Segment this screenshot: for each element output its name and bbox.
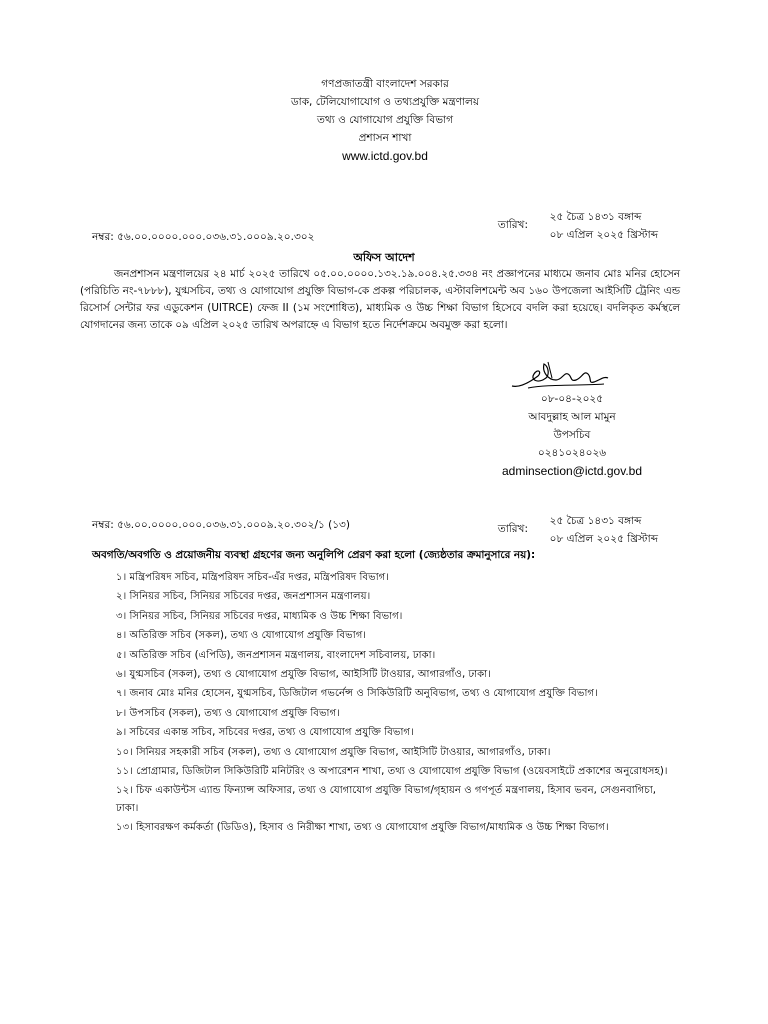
signatory-name: আবদুল্লাহ আল মামুন	[528, 411, 616, 423]
order-date-label: তারিখ:	[497, 219, 528, 231]
order-date	[497, 208, 658, 244]
list-item: ৬। যুগ্মসচিব (সকল), তথ্য ও যোগাযোগ প্রযুক্তি বিভাগ, আইসিটি টাওয়ার, আগারগাঁও, ঢাকা।	[116, 669, 491, 681]
division-name: তথ্য ও যোগাযোগ প্রযুক্তি বিভাগ	[317, 114, 453, 126]
signatory-designation: উপসচিব	[553, 429, 591, 441]
list-item: ৩। সিনিয়র সচিব, সিনিয়র সচিবের দপ্তর, মাধ্যমিক ও উচ্চ শিক্ষা বিভাগ।	[116, 610, 403, 622]
letterhead	[220, 75, 550, 165]
distribution-date-label: তারিখ:	[497, 523, 528, 535]
distribution-date	[497, 512, 658, 548]
website-link[interactable]: www.ictd.gov.bd	[342, 149, 428, 163]
distribution-heading: অবগতি/অবগতি ও প্রয়োজনীয় ব্যবস্থা গ্রহণের জন্য অনুলিপি প্রেরণ করা হলো (জ্যেষ্ঠতার ক্রমানুসারে নয়):	[92, 549, 536, 561]
signature-image	[508, 358, 618, 394]
list-item: ৮। উপসচিব (সকল), তথ্য ও যোগাযোগ প্রযুক্তি বিভাগ।	[116, 707, 340, 719]
signatory-phone: ০২৪১০২৪০২৬	[537, 447, 607, 459]
list-item: ১১। প্রোগ্রামার, ডিজিটাল সিকিউরিটি মনিটরিং ও অপারেশন শাখা, তথ্য ও যোগাযোগ প্রযুক্তি বিভাগ (ওয়েবসাইটে প্রকাশের অনুরোধসহ)।	[116, 766, 668, 778]
government-name: গণপ্রজাতন্ত্রী বাংলাদেশ সরকার	[321, 78, 449, 90]
list-item: ৯। সচিবের একান্ত সচিব, সচিবের দপ্তর, তথ্য ও যোগাযোগ প্রযুক্তি বিভাগ।	[116, 727, 414, 739]
distribution-memo-number: নম্বর: ৫৬.০০.০০০০.০০০.০৩৬.৩১.০০০৯.২০.৩০২/১ (১৩)	[92, 519, 350, 531]
list-item: ১৩। হিসাবরক্ষণ কর্মকর্তা (ডিডিও), হিসাব ও নিরীক্ষা শাখা, তথ্য ও যোগাযোগ প্রযুক্তি বিভাগ/মাধ্যমিক ও উচ্চ শিক্ষা বিভাগ।	[116, 822, 609, 834]
distribution-list	[116, 569, 676, 839]
list-item: ১। মন্ত্রিপরিষদ সচিব, মন্ত্রিপরিষদ সচিব-এঁর দপ্তর, মন্ত্রিপরিষদ বিভাগ।	[116, 572, 389, 583]
list-item: ১২। চিফ একাউন্টস এ্যান্ড ফিন্যান্স অফিসার, তথ্য ও যোগাযোগ প্রযুক্তি বিভাগ/গৃহায়ন ও গণপূর্ত মন্ত্রণালয়, হিসাব ভবন, সেগুনবাগিচা, ঢাকা।	[116, 785, 657, 814]
signature-block	[462, 390, 682, 480]
signatory-email[interactable]: adminsection@ictd.gov.bd	[501, 464, 643, 478]
distribution-date-gregorian: ০৮ এপ্রিল ২০২৫ খ্রিস্টাব্দ	[549, 533, 658, 545]
order-date-bangla: ২৫ চৈত্র ১৪৩১ বঙ্গাব্দ	[549, 211, 642, 223]
signature-date: ০৮-০৪-২০২৫	[540, 393, 604, 405]
branch-name: প্রশাসন শাখা	[358, 132, 412, 144]
distribution-date-bangla: ২৫ চৈত্র ১৪৩১ বঙ্গাব্দ	[549, 515, 642, 527]
order-date-gregorian: ০৮ এপ্রিল ২০২৫ খ্রিস্টাব্দ	[549, 229, 658, 241]
list-item: ৪। অতিরিক্ত সচিব (সকল), তথ্য ও যোগাযোগ প্রযুক্তি বিভাগ।	[116, 630, 367, 642]
list-item: ২। সিনিয়র সচিব, সিনিয়র সচিবের দপ্তর, জনপ্রশাসন মন্ত্রণালয়।	[116, 591, 371, 603]
list-item: ১০। সিনিয়র সহকারী সচিব (সকল), তথ্য ও যোগাযোগ প্রযুক্তি বিভাগ, আইসিটি টাওয়ার, আগারগাঁও, ঢাকা।	[116, 746, 551, 758]
order-title: অফিস আদেশ	[353, 251, 415, 264]
list-item: ৫। অতিরিক্ত সচিব (এপিডি), জনপ্রশাসন মন্ত্রণালয়, বাংলাদেশ সচিবালয়, ঢাকা।	[116, 649, 436, 661]
list-item: ৭। জনাব মোঃ মনির হোসেন, যুগ্মসচিব, ডিজিটাল গভর্নেন্স ও সিকিউরিটি অনুবিভাগ, তথ্য ও যোগাযোগ প্রযুক্তি বিভাগ।	[116, 688, 598, 700]
order-memo-number: নম্বর: ৫৬.০০.০০০০.০০০.০৩৬.৩১.০০০৯.২০.৩০২	[92, 231, 315, 243]
ministry-name: ডাক, টেলিযোগাযোগ ও তথ্যপ্রযুক্তি মন্ত্রণালয়	[290, 96, 480, 108]
order-body: জনপ্রশাসন মন্ত্রণালয়ের ২৪ মার্চ ২০২৫ তারিখে ০৫.০০.০০০০.১৩২.১৯.০০৪.২৫.৩৩৪ নং প্রজ্ঞাপনের মাধ্যমে জনাব মোঃ মনির হোসেন (পরিচিতি নং-৭৮৮৮), যুগ্মসচিব, তথ্য ও যোগাযোগ প্রযুক্তি বিভাগ-কে প্রকল্প পরিচালক, এস্টাবলিশমেন্ট অব ১৬০ উপজেলা আইসিটি ট্রেনিং এন্ড রিসোর্স সেন্টার ফর এডুকেশন (UITRCE) ফেজ II (১ম সংশোধিত), মাধ্যমিক ও উচ্চ শিক্ষা বিভাগ হিসেবে বদলি করা হয়েছে। বদলিকৃত কর্মস্থলে যোগদানের জন্য তাকে ০৯ এপ্রিল ২০২৫ তারিখ অপরাহ্নে এ বিভাগ হতে নির্দেশক্রমে অবমুক্ত করা হলো।	[80, 268, 680, 331]
